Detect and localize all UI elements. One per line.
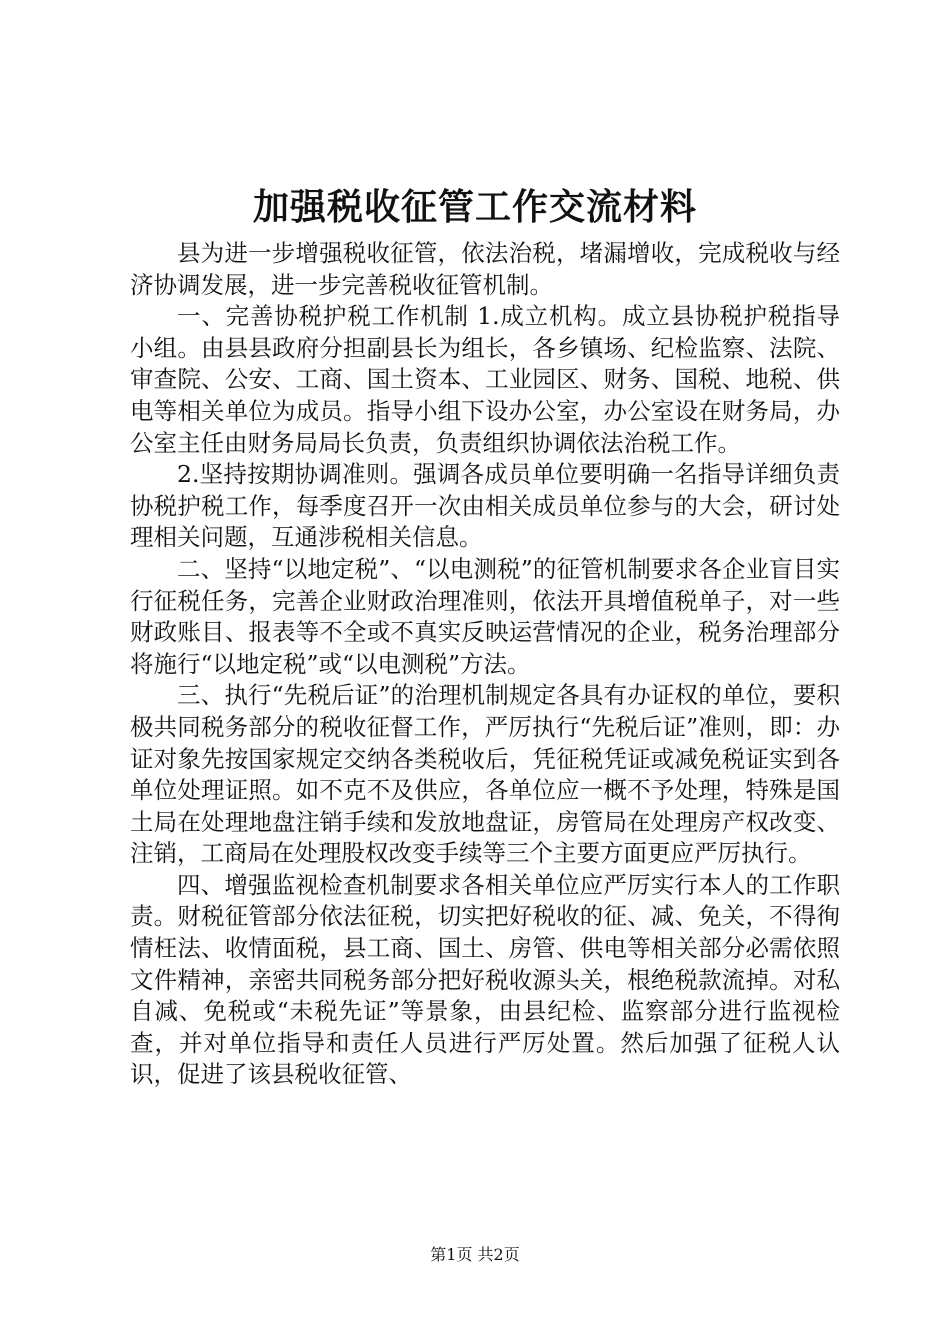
paragraph-section-3: 三、执行“先税后证”的治理机制规定各具有办证权的单位，要积极共同税务部分的税收征督工作，严厉执行“先税后证”准则，即：办证对象先按国家规定交纳各类税收后，凭征税凭证或减免税证实到各单位处理证照。如不克不及供应，各单位应一概不予处理，特殊是国土局在处理地盘注销手续和发放地盘证，房管局在处理房产权改变、注销，工商局在处理股权改变手续等三个主要方面更应严厉执行。 [130,681,840,868]
paragraph-section-2: 二、坚持“以地定税”、“以电测税”的征管机制要求各企业盲目实行征税任务，完善企业财政治理准则，依法开具增值税单子，对一些财政账目、报表等不全或不真实反映运营情况的企业，税务治理部分将施行“以地定税”或“以电测税”方法。 [130,554,840,678]
paragraph-section-1-item-2: 2.坚持按期协调准则。强调各成员单位要明确一名指导详细负责协税护税工作，每季度召开一次由相关成员单位参与的大会，研讨处理相关问题，互通涉税相关信息。 [130,460,840,552]
paragraph-section-4: 四、增强监视检查机制要求各相关单位应严厉实行本人的工作职责。财税征管部分依法征税，切实把好税收的征、减、免关，不得徇情枉法、收情面税，县工商、国土、房管、供电等相关部分必需依照文件精神，亲密共同税务部分把好税收源头关，根绝税款流掉。对私自减、免税或“未税先证”等景象，由县纪检、监察部分进行监视检查，并对单位指导和责任人员进行严厉处置。然后加强了征税人认识，促进了该县税收征管、 [130,870,840,1089]
page-footer: 第1页 共2页 [430,1245,520,1264]
paragraph-section-1: 一、完善协税护税工作机制 1.成立机构。成立县协税护税指导小组。由县县政府分担副县长为组长，各乡镇场、纪检监察、法院、审查院、公安、工商、国土资本、工业园区、财务、国税、地税、供电等相关单位为成员。指导小组下设办公室，办公室设在财务局，办公室主任由财务局局长负责，负责组织协调依法治税工作。 [130,302,840,457]
document-title: 加强税收征管工作交流材料 [252,186,697,228]
document-body [130,238,840,1091]
paragraph-intro: 县为进一步增强税收征管，依法治税，堵漏增收，完成税收与经济协调发展，进一步完善税收征管机制。 [130,239,840,299]
